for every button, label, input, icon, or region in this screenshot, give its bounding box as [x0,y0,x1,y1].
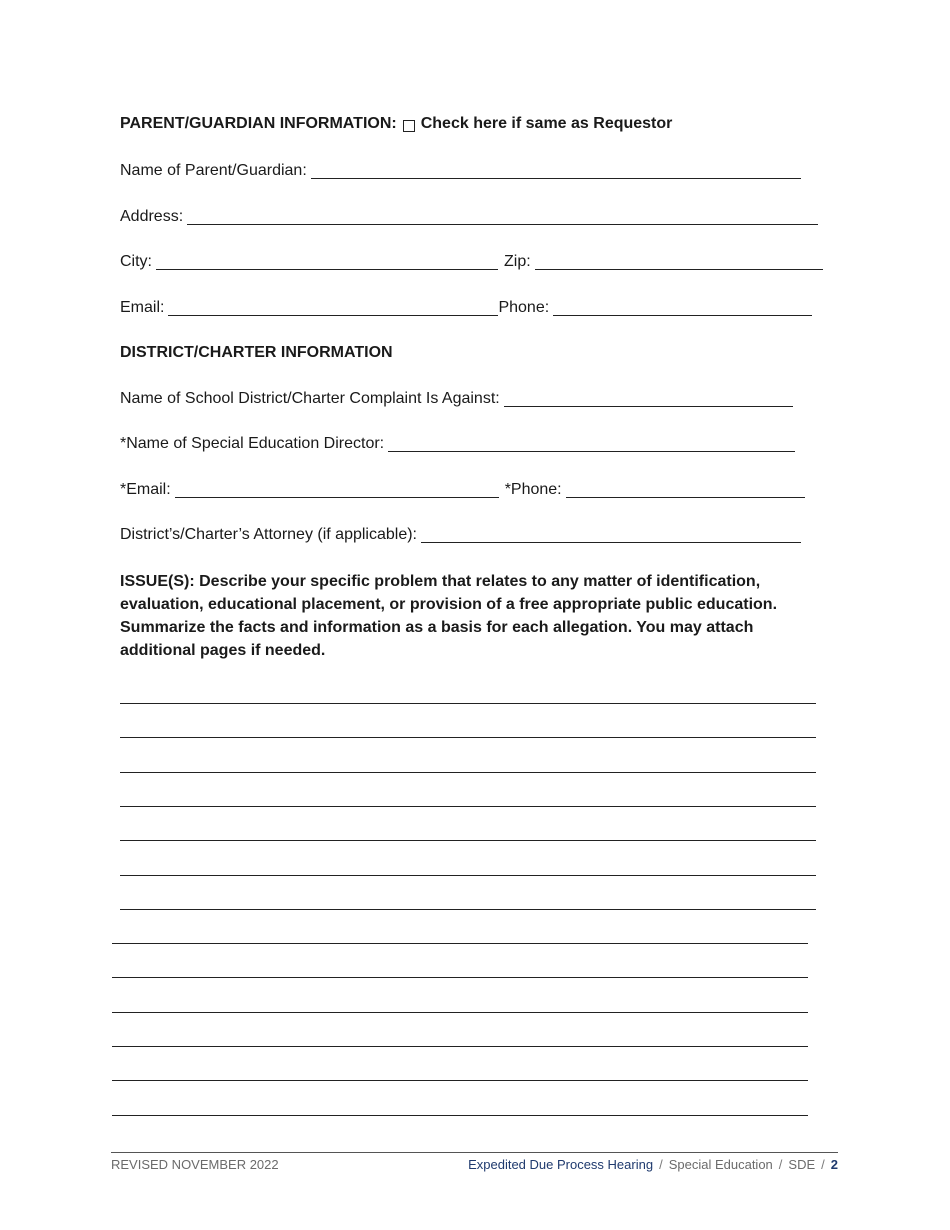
issue-answer-line[interactable] [120,806,816,807]
footer-revised: REVISED NOVEMBER 2022 [111,1157,279,1172]
parent-email-field[interactable] [168,300,498,316]
parent-name-label: Name of Parent/Guardian: [120,162,307,179]
parent-name-row [120,161,801,181]
issue-answer-line[interactable] [120,772,816,773]
district-name-field[interactable] [504,391,793,407]
attorney-row [120,525,801,545]
parent-city-label: City: [120,253,152,270]
footer-title: Expedited Due Process Hearing [468,1157,654,1172]
parent-phone-label: Phone: [498,299,550,316]
district-heading-row [120,343,393,363]
parent-email-label: Email: [120,299,165,316]
issue-answer-line[interactable] [120,909,816,910]
issue-answer-line[interactable] [120,703,816,704]
district-heading: DISTRICT/CHARTER INFORMATION [120,344,393,361]
director-label: *Name of Special Education Director: [120,435,385,452]
issue-answer-line[interactable] [112,1046,808,1047]
issue-answer-line[interactable] [120,840,816,841]
parent-address-label: Address: [120,208,184,225]
parent-zip-label: Zip: [504,253,531,270]
district-email-field[interactable] [175,482,499,498]
parent-address-row [120,207,818,227]
footer-page-number: 2 [830,1157,838,1172]
parent-email-phone-row [120,298,812,318]
same-as-requestor-label: Check here if same as Requestor [420,115,673,132]
footer-section: Special Education [668,1157,773,1172]
parent-city-field[interactable] [156,254,498,270]
footer-separator: / [659,1157,663,1172]
parent-phone-field[interactable] [553,300,812,316]
parent-city-zip-row [120,252,823,272]
attorney-field[interactable] [421,527,801,543]
issue-answer-line[interactable] [112,1080,808,1081]
parent-guardian-heading-row [120,114,672,134]
director-row [120,434,795,454]
district-name-row [120,389,793,409]
director-field[interactable] [388,436,795,452]
issues-instructions: ISSUE(S): Describe your specific problem that relates to any matter of identification, evaluation, educational placement, or provision of a free appropriate public education. Summarize the facts and information as a basis for each allegation. You may attach additional pages if needed. [120,573,778,659]
district-phone-field[interactable] [566,482,805,498]
footer-right [468,1156,838,1174]
issue-answer-line[interactable] [120,875,816,876]
footer-agency: SDE [788,1157,816,1172]
attorney-label: District’s/Charter’s Attorney (if applicable): [120,526,417,543]
district-name-label: Name of School District/Charter Complaint Is Against: [120,390,500,407]
parent-guardian-heading: PARENT/GUARDIAN INFORMATION: [120,115,397,132]
parent-name-field[interactable] [311,163,801,179]
parent-address-field[interactable] [187,209,818,225]
issue-answer-line[interactable] [112,1115,808,1116]
footer-separator: / [821,1157,825,1172]
district-phone-label: *Phone: [504,481,562,498]
issue-answer-line[interactable] [112,977,808,978]
footer-divider [111,1152,838,1153]
parent-zip-field[interactable] [535,254,823,270]
same-as-requestor-checkbox[interactable] [403,120,415,132]
issue-answer-line[interactable] [112,1012,808,1013]
footer-separator: / [778,1157,783,1172]
issue-answer-line[interactable] [112,943,808,944]
district-email-phone-row [120,480,805,500]
issue-answer-line[interactable] [120,737,816,738]
district-email-label: *Email: [120,481,171,498]
